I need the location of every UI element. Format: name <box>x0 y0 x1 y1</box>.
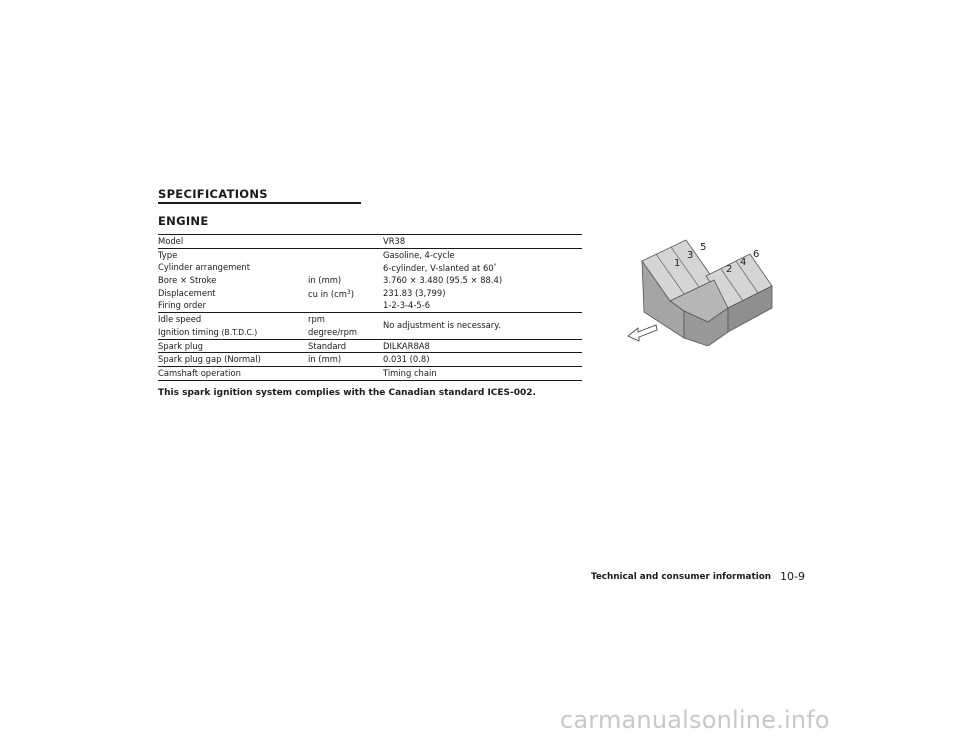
unit-model <box>308 235 383 248</box>
label-spark-plug: Spark plug <box>158 340 203 351</box>
front-arrow-icon <box>628 325 657 341</box>
label-camshaft: Camshaft operation <box>158 367 241 378</box>
value-cylinder-arrangement: 6-cylinder, V-slanted at 60° <box>383 263 497 274</box>
unit-bore-stroke: in (mm) <box>308 275 342 286</box>
unit-superscript: 3 <box>346 288 351 296</box>
engine-spec-table <box>158 234 582 381</box>
label-bore-stroke: Bore × Stroke <box>158 275 217 286</box>
unit-spark-plug-gap: in (mm) <box>308 354 342 365</box>
unit-spark-plug: Standard <box>308 340 347 351</box>
label-ignition-timing-note: (B.T.D.C.) <box>221 327 258 337</box>
table-row-spark-plug-gap <box>158 353 582 367</box>
cylinder-number: 2 <box>726 264 733 275</box>
page-number: 10-9 <box>780 570 805 583</box>
cylinder-number: 6 <box>753 249 760 260</box>
table-group-basic <box>158 249 582 313</box>
table-row-camshaft <box>158 367 582 380</box>
table-group-idle-ignition <box>158 313 582 339</box>
label-type: Type <box>158 249 178 260</box>
sub-title: ENGINE <box>158 214 209 228</box>
label-idle-speed: Idle speed <box>158 314 202 325</box>
engine-cylinder-diagram <box>626 228 776 346</box>
section-title: SPECIFICATIONS <box>158 187 361 204</box>
label-firing-order: Firing order <box>158 300 206 311</box>
unit-ignition-timing: degree/rpm <box>308 326 358 337</box>
value-displacement: 231.83 (3,799) <box>383 287 446 298</box>
value-idle-ignition: No adjustment is necessary. <box>383 320 501 331</box>
label-ignition-timing: Ignition timing (B.T.D.C.) <box>158 326 258 337</box>
value-firing-order: 1-2-3-4-5-6 <box>383 300 431 311</box>
table-row-model <box>158 235 582 249</box>
value-bore-stroke: 3.760 × 3.480 (95.5 × 88.4) <box>383 275 503 286</box>
unit-idle-speed: rpm <box>308 314 325 325</box>
cylinder-number: 1 <box>674 258 681 269</box>
value-model: VR38 <box>383 236 406 246</box>
compliance-note: This spark ignition system complies with the Canadian standard ICES-002. <box>158 388 536 398</box>
cylinder-number: 3 <box>687 250 694 261</box>
degree-symbol: ° <box>493 263 497 271</box>
cylinder-number: 4 <box>740 257 747 268</box>
footer-section-title: Technical and consumer information <box>591 572 772 582</box>
label-spark-plug-gap: Spark plug gap (Normal) <box>158 354 261 365</box>
label-displacement: Displacement <box>158 287 216 298</box>
label-cylinder-arrangement: Cylinder arrangement <box>158 262 251 273</box>
value-spark-plug: DILKAR8A8 <box>383 340 430 351</box>
cylinder-number: 5 <box>700 242 707 253</box>
value-type: Gasoline, 4-cycle <box>383 249 455 260</box>
table-row-spark-plug <box>158 340 582 354</box>
value-camshaft: Timing chain <box>383 367 437 378</box>
unit-displacement: cu in $(cm^3)$ <box>308 288 355 299</box>
watermark: carmanualsonline.info <box>560 706 830 734</box>
label-model: Model <box>158 236 184 246</box>
value-spark-plug-gap: 0.031 (0.8) <box>383 354 430 365</box>
